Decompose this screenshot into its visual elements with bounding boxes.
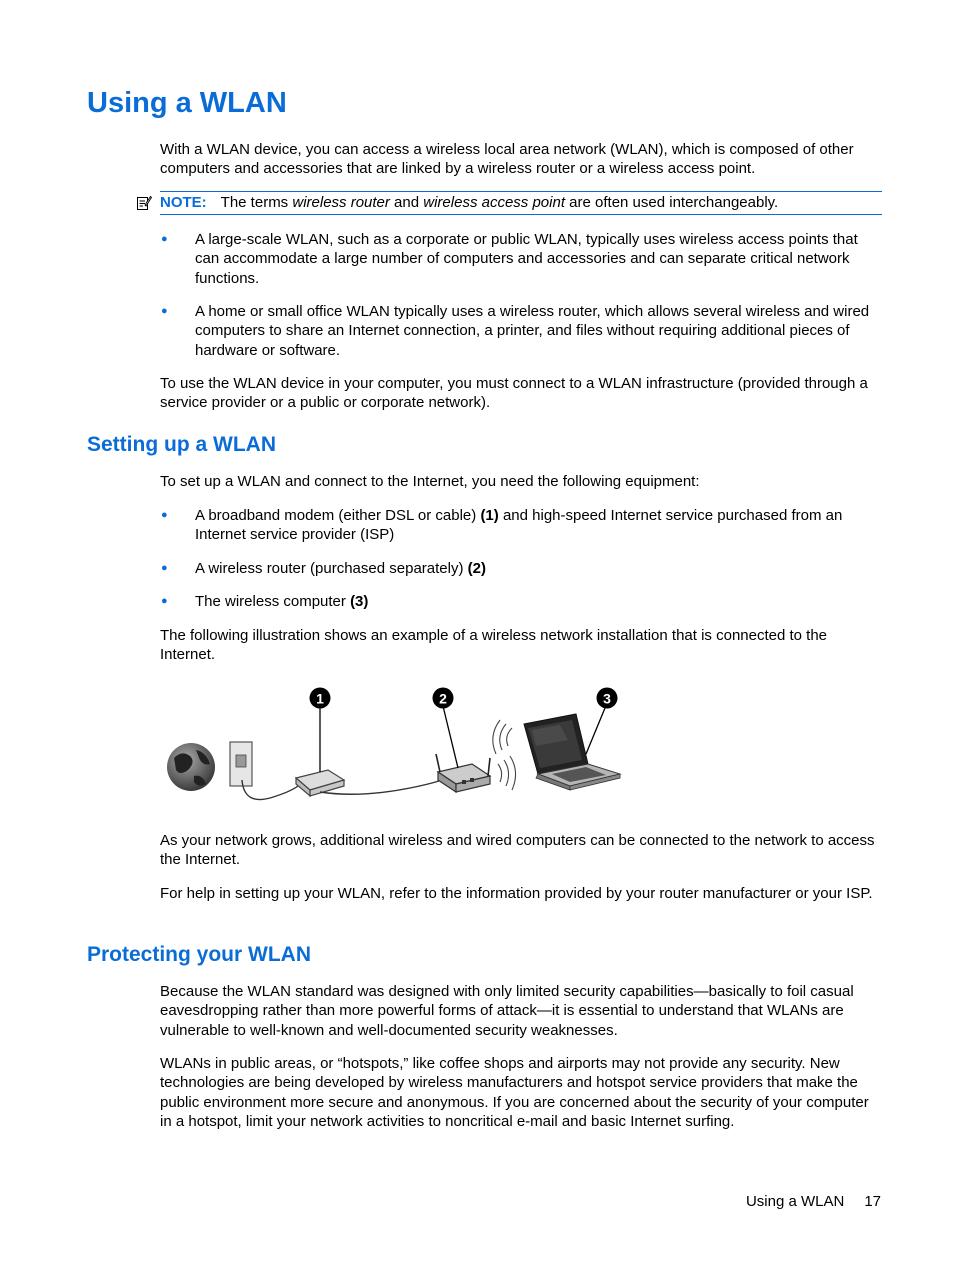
globe-icon (167, 743, 215, 791)
note-text-2: and (389, 194, 424, 211)
note-text-3: are often used interchangeably. (565, 194, 779, 211)
intro-paragraph: With a WLAN device, you can access a wireless local area network (WLAN), which is composed of other computers and accessories that are linked by a wireless router or a wireless access point. (160, 141, 854, 178)
page-footer (746, 1193, 881, 1210)
list-item: ● A large-scale WLAN, such as a corporate or public WLAN, typically uses wireless access points that can accommodate a large number of computers and accessories and can separate critical network functions. (161, 231, 858, 287)
bullet-icon: ● (161, 562, 168, 574)
signal-waves-icon (498, 756, 516, 790)
paragraph-grow: As your network grows, additional wireless and wired computers can be connected to the network to access the Internet. (160, 832, 875, 869)
footer-title: Using a WLAN (745, 1193, 845, 1210)
paragraph-setup-intro: To set up a WLAN and connect to the Internet, you need the following equipment: (160, 473, 700, 490)
note-term-router: wireless router (292, 194, 390, 211)
bullet-icon: ● (161, 509, 168, 521)
callout-1 (310, 688, 331, 709)
page-title: Using a WLAN (87, 87, 287, 119)
wall-jack-icon (230, 742, 252, 786)
paragraph-help: For help in setting up your WLAN, refer to the information provided by your router manufacturer or your ISP. (160, 885, 873, 902)
list-item: ● A home or small office WLAN typically uses a wireless router, which allows several wireless and wired computers to share an Internet connection, a printer, and files without requiring additional pieces of hardware or software. (161, 303, 870, 359)
svg-text:1: 1 (316, 690, 324, 707)
list-item: ● A wireless router (purchased separately) (2) (161, 560, 486, 577)
paragraph-protect-2: WLANs in public areas, or “hotspots,” like coffee shops and airports may not provide any security. New technologies are being developed by wireless manufacturers and hotspot service providers that make the public environment more secure and anonymous. If you are concerned about the security of your computer in a hotspot, limit your network activities to noncritical e-mail and basic Internet surfing. (160, 1055, 869, 1130)
paragraph-use: To use the WLAN device in your computer, you must connect to a WLAN infrastructure (provided through a service provider or a public or corporate network). (160, 375, 868, 412)
callout-3 (597, 688, 618, 709)
page-number: 17 (864, 1193, 881, 1210)
bullet-icon: ● (161, 305, 168, 317)
paragraph-illustration-intro: The following illustration shows an example of a wireless network installation that is connected to the Internet. (160, 627, 828, 664)
bullet-icon: ● (161, 233, 168, 245)
wireless-network-illustration (160, 680, 630, 810)
heading-protect: Protecting your WLAN (87, 943, 311, 966)
list-item: ● A broadband modem (either DSL or cable) (1) and high-speed Internet service purchased from an Internet service provider (ISP) (161, 507, 843, 544)
bullet-icon: ● (161, 595, 168, 607)
list-item: ● The wireless computer (3) (161, 593, 369, 610)
laptop-icon (524, 714, 620, 790)
router-icon (436, 754, 490, 792)
note-label: NOTE: (160, 194, 207, 211)
svg-text:2: 2 (439, 690, 447, 707)
note-icon (136, 195, 152, 211)
svg-text:3: 3 (603, 690, 611, 707)
paragraph-protect-1: Because the WLAN standard was designed with only limited security capabilities—basically to foil casual eavesdropping rather than more powerful forms of attack—it is essential to understand that WLANs are vulnerable to well-known and well-documented security weaknesses. (160, 983, 854, 1039)
signal-waves-icon (493, 720, 512, 754)
note-text-1: The terms (220, 194, 293, 211)
heading-setup: Setting up a WLAN (87, 433, 276, 456)
note-box (160, 191, 882, 215)
callout-2 (433, 688, 454, 709)
note-term-access-point: wireless access point (423, 194, 565, 211)
